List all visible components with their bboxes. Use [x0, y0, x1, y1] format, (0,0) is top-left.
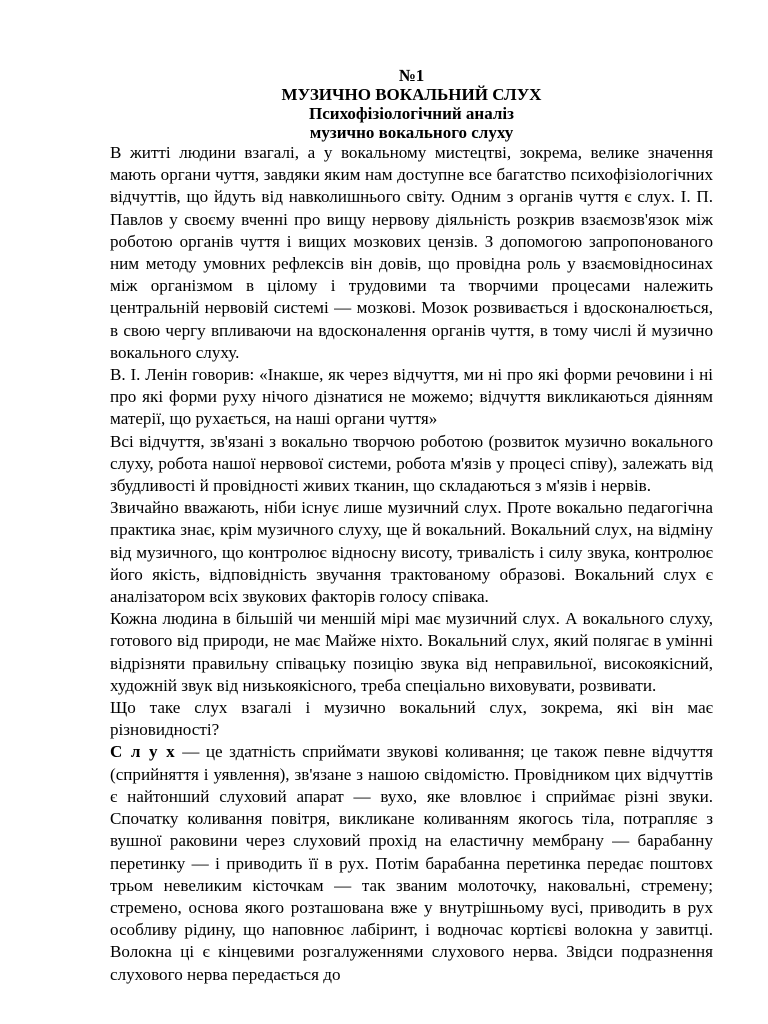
heading-block	[110, 66, 713, 142]
paragraph-6: Що таке слух взагалі і музично вокальний слух, зокрема, які він має різновидності?	[110, 698, 713, 740]
document-body	[110, 142, 713, 986]
document-title: МУЗИЧНО ВОКАЛЬНИЙ СЛУХ	[281, 85, 542, 104]
paragraph-5: Кожна людина в більшій чи меншій мірі має музичний слух. А вокального слуху, готового від природи, не має Майже ніхто. Вокальний слух, який полягає в умінні відрізняти правильну співацьку позицію звука від неправильної, високоякісний, художній звук від низькоякісного, треба спеціально виховувати, розвивати.	[110, 609, 713, 695]
paragraph-4: Звичайно вважають, ніби існує лише музичний слух. Проте вокально педагогічна практика знає, крім музичного слуху, ще й вокальний. Вокальний слух, на відміну від музичного, що контролює відносну висоту, тривалість і силу звука, контролює його якість, відповідність звучання трактованому образові. Вокальний слух є аналізатором всіх звукових факторів голосу співака.	[110, 498, 713, 607]
definition-text: — це здатність сприймати звукові коливання; це також певне відчуття (сприйняття і уявлення), зв'язане з нашою свідомістю. Провідником цих відчуттів є найтонший слуховий апарат — вухо, яке вловлює і сприймає різні звуки. Спочатку коливання повітря, викликане коливанням якогось тіла, потрапляє з вушної раковини через слуховий прохід на еластичну мембрану — барабанну перетинку — і приводить її в рух. Потім барабанна перетинка передає поштовх трьом невеликим кісточкам — так званим молоточку, наковальні, стремену; стремено, основа якого розташована вже у внутрішньому вусі, приводить в рух особливу рідину, що наповнює лабіринт, і водночас кортієві волокна у завитці. Волокна ці є кінцевими розгалуженнями слухового нерва. Звідси подразнення слухового нерва передається до	[110, 742, 713, 984]
paragraph-3: Всі відчуття, зв'язані з вокально творчою роботою (розвиток музично вокального слуху, робота нашої нервової системи, робота м'язів у процесі співу), залежать від збудливості й провідності живих тканин, що складаються з м'язів і нервів.	[110, 431, 713, 496]
document-subtitle-line-2: музично вокального слуху	[309, 123, 514, 142]
paragraph-definition	[110, 741, 713, 985]
document-number: №1	[398, 66, 425, 85]
paragraph-2: В. І. Ленін говорив: «Інакше, як через відчуття, ми ні про які форми речовини і ні про які форми руху нічого дізнатися не можемо; відчуття викликаються діянням матерії, що рухається, на наші органи чуття»	[110, 365, 713, 429]
defined-term: С л у х	[110, 742, 176, 762]
document-subtitle-line-1: Психофізіологічний аналіз	[309, 104, 514, 123]
paragraph-1: В житті людини взагалі, а у вокальному мистецтві, зокрема, велике значення мають органи чуття, завдяки яким нам доступне все багатство психофізіологічних відчуттів, що йдуть від навколишнього світу. Одним з органів чуття є слух. І. П. Павлов у своєму вченні про вищу нервову діяльність розкрив взаємозв'язок між роботою органів чуття і вищих мозкових цензів. З допомогою запропонованого ним методу умовних рефлексів він довів, що провідна роль у взаємовідносинах між організмом в цілому і трудовими та творчими процесами належить центральній нервовій системі — мозкові. Мозок розвивається і вдосконалюється, в свою чергу впливаючи на вдосконалення органів чуття, в тому числі й музично вокального слуху.	[110, 143, 713, 362]
